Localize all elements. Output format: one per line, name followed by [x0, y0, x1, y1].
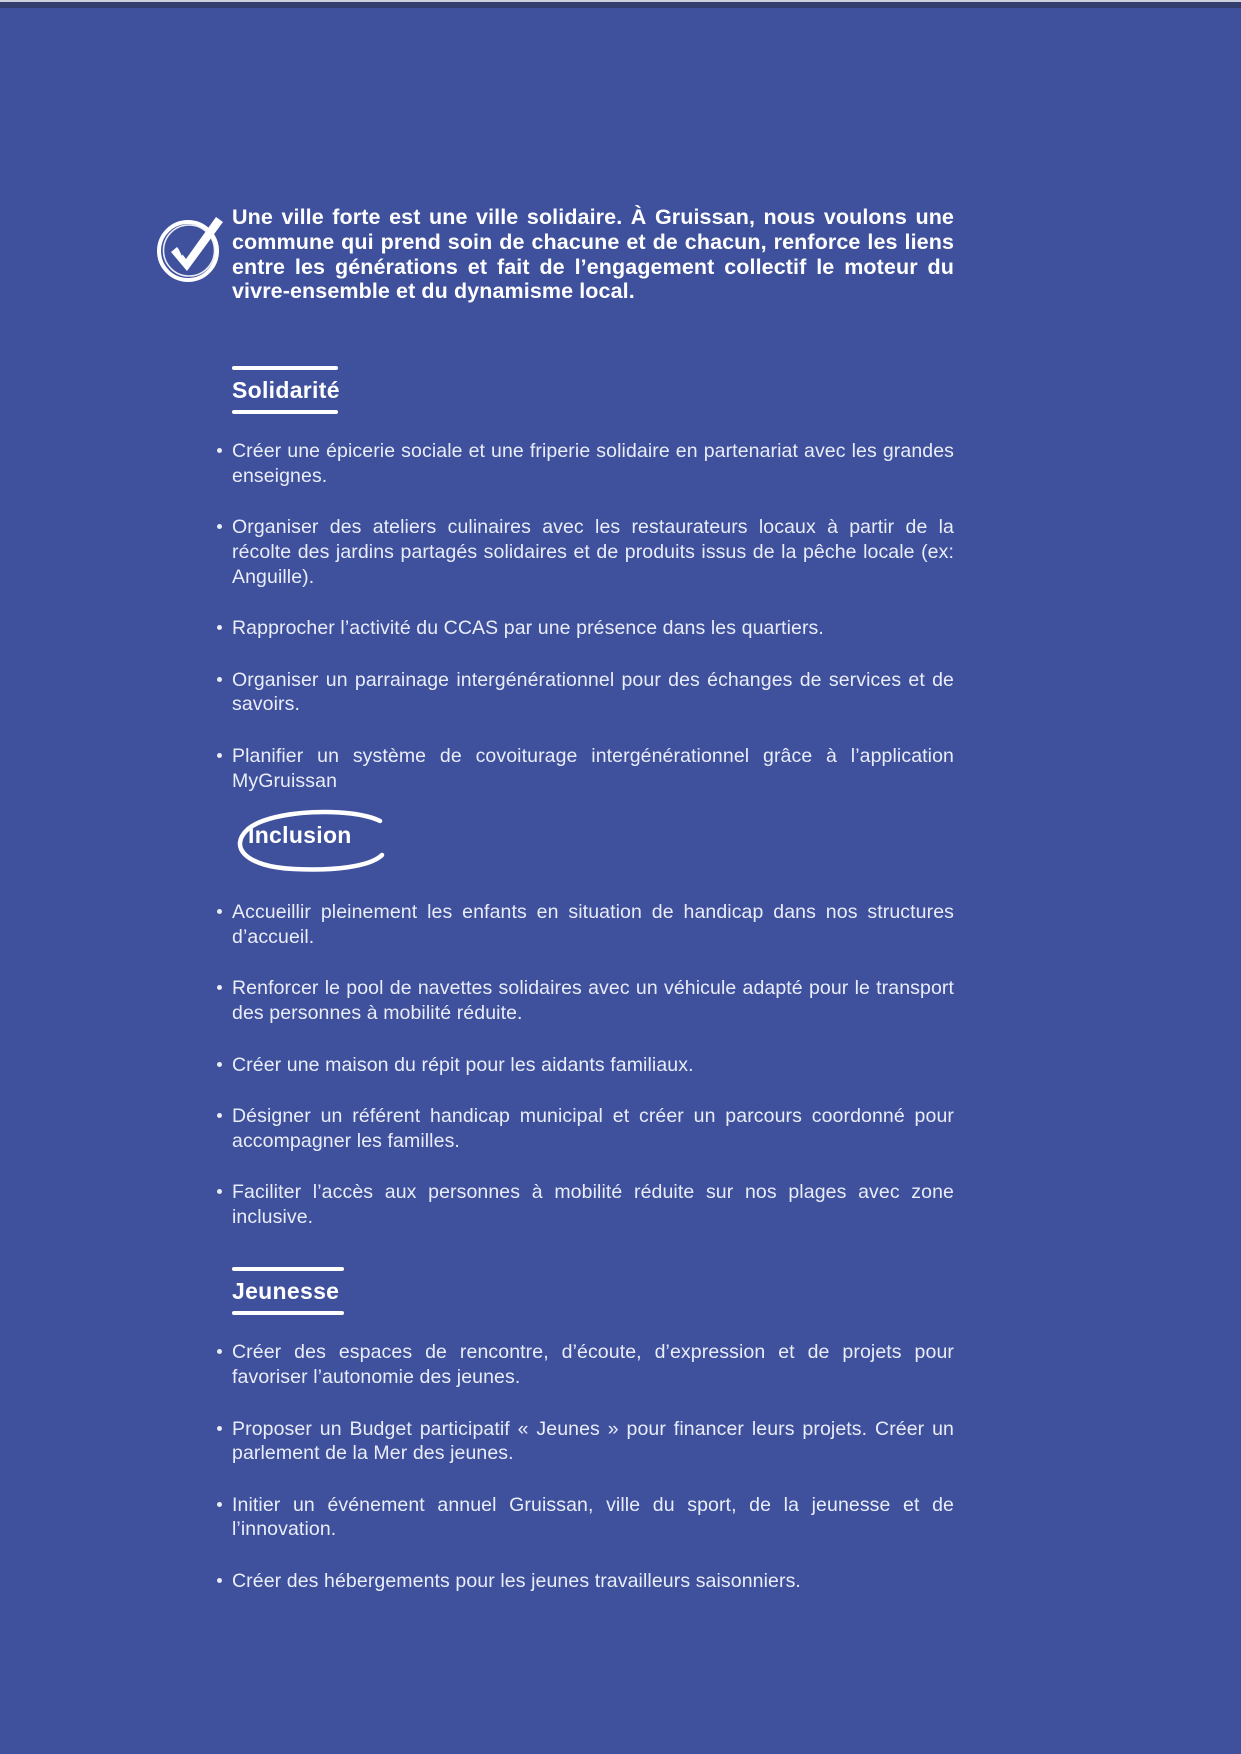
bullet-item	[232, 1340, 954, 1389]
bullet-item	[232, 1417, 954, 1466]
bullet-text: Renforcer le pool de navettes solidaires avec un véhicule adapté pour le transport des personnes à mobilité réduite.	[232, 977, 954, 1024]
bullet-text: Planifier un système de covoiturage intergénérationnel grâce à l’application MyGruissan	[232, 744, 954, 792]
bullet-item	[232, 744, 954, 793]
section-title: Solidarité	[232, 377, 340, 404]
bullet-icon	[217, 1189, 222, 1194]
bullet-icon	[217, 909, 222, 914]
bullet-icon	[217, 524, 222, 529]
bullet-item	[232, 900, 954, 949]
bullet-text: Initier un événement annuel Gruissan, ville du sport, de la jeunesse et de l’innovation.	[232, 1493, 954, 1541]
bullet-item	[232, 616, 954, 641]
bullet-item	[232, 439, 954, 488]
bullet-item	[232, 1569, 954, 1594]
bullet-item	[232, 1053, 954, 1078]
bullet-icon	[217, 1062, 222, 1067]
page-content	[232, 205, 954, 1594]
section-heading-inclusion	[232, 805, 402, 875]
check-circle-icon	[152, 209, 230, 289]
heading-underline	[232, 410, 338, 414]
bullet-text: Faciliter l’accès aux personnes à mobilité réduite sur nos plages avec zone inclusive.	[232, 1181, 954, 1228]
bullet-text: Créer des hébergements pour les jeunes travailleurs saisonniers.	[232, 1570, 801, 1593]
intro-text: Une ville forte est une ville solidaire. À Gruissan, nous voulons une commune qui prend soin de chacune et de chacun, renforce les liens entre les générations et fait de l’engagement collectif le moteur du vivre-ensemble et du dynamisme local.	[232, 205, 954, 304]
section-heading-solidarite	[232, 366, 954, 414]
bullet-text: Créer des espaces de rencontre, d’écoute, d’expression et de projets pour favoriser l’autonomie des jeunes.	[232, 1341, 954, 1389]
bullet-icon	[217, 1113, 222, 1118]
section-title: Jeunesse	[232, 1278, 340, 1305]
bullet-icon	[217, 677, 222, 682]
section-title: Inclusion	[248, 822, 352, 849]
bullet-text: Organiser des ateliers culinaires avec les restaurateurs locaux à partir de la récolte des jardins partagés solidaires et de produits issus de la pêche locale (ex: Anguille).	[232, 516, 954, 588]
bullet-icon	[217, 985, 222, 990]
bullet-text: Accueillir pleinement les enfants en situation de handicap dans nos structures d’accueil.	[232, 901, 954, 948]
bullet-list-inclusion	[232, 900, 954, 1229]
bullet-item	[232, 668, 954, 717]
bullet-icon	[217, 1502, 222, 1507]
heading-underline	[232, 1311, 344, 1315]
bullet-text: Désigner un référent handicap municipal et créer un parcours coordonné pour accompagner les familles.	[232, 1105, 954, 1152]
bullet-text: Créer une maison du répit pour les aidants familiaux.	[232, 1053, 694, 1076]
bullet-item	[232, 976, 954, 1025]
intro-paragraph	[232, 205, 954, 304]
bullet-icon	[217, 1578, 222, 1583]
bullet-list-jeunesse	[232, 1340, 954, 1593]
bullet-icon	[217, 1426, 222, 1431]
bullet-item	[232, 515, 954, 589]
page-top-bar	[0, 2, 1241, 8]
bullet-icon	[217, 753, 222, 758]
bullet-text: Créer une épicerie sociale et une friperie solidaire en partenariat avec les grandes enseignes.	[232, 440, 954, 487]
bullet-icon	[217, 1349, 222, 1354]
bullet-item	[232, 1104, 954, 1153]
bullet-item	[232, 1493, 954, 1542]
bullet-item	[232, 1180, 954, 1229]
bullet-text: Rapprocher l’activité du CCAS par une présence dans les quartiers.	[232, 617, 824, 640]
bullet-icon	[217, 625, 222, 630]
section-heading-jeunesse	[232, 1267, 954, 1315]
bullet-icon	[217, 448, 222, 453]
bullet-text: Organiser un parrainage intergénérationnel pour des échanges de services et de savoirs.	[232, 668, 954, 716]
bullet-text: Proposer un Budget participatif « Jeunes » pour financer leurs projets. Créer un parlement de la Mer des jeunes.	[232, 1417, 954, 1465]
bullet-list-solidarite	[232, 439, 954, 793]
